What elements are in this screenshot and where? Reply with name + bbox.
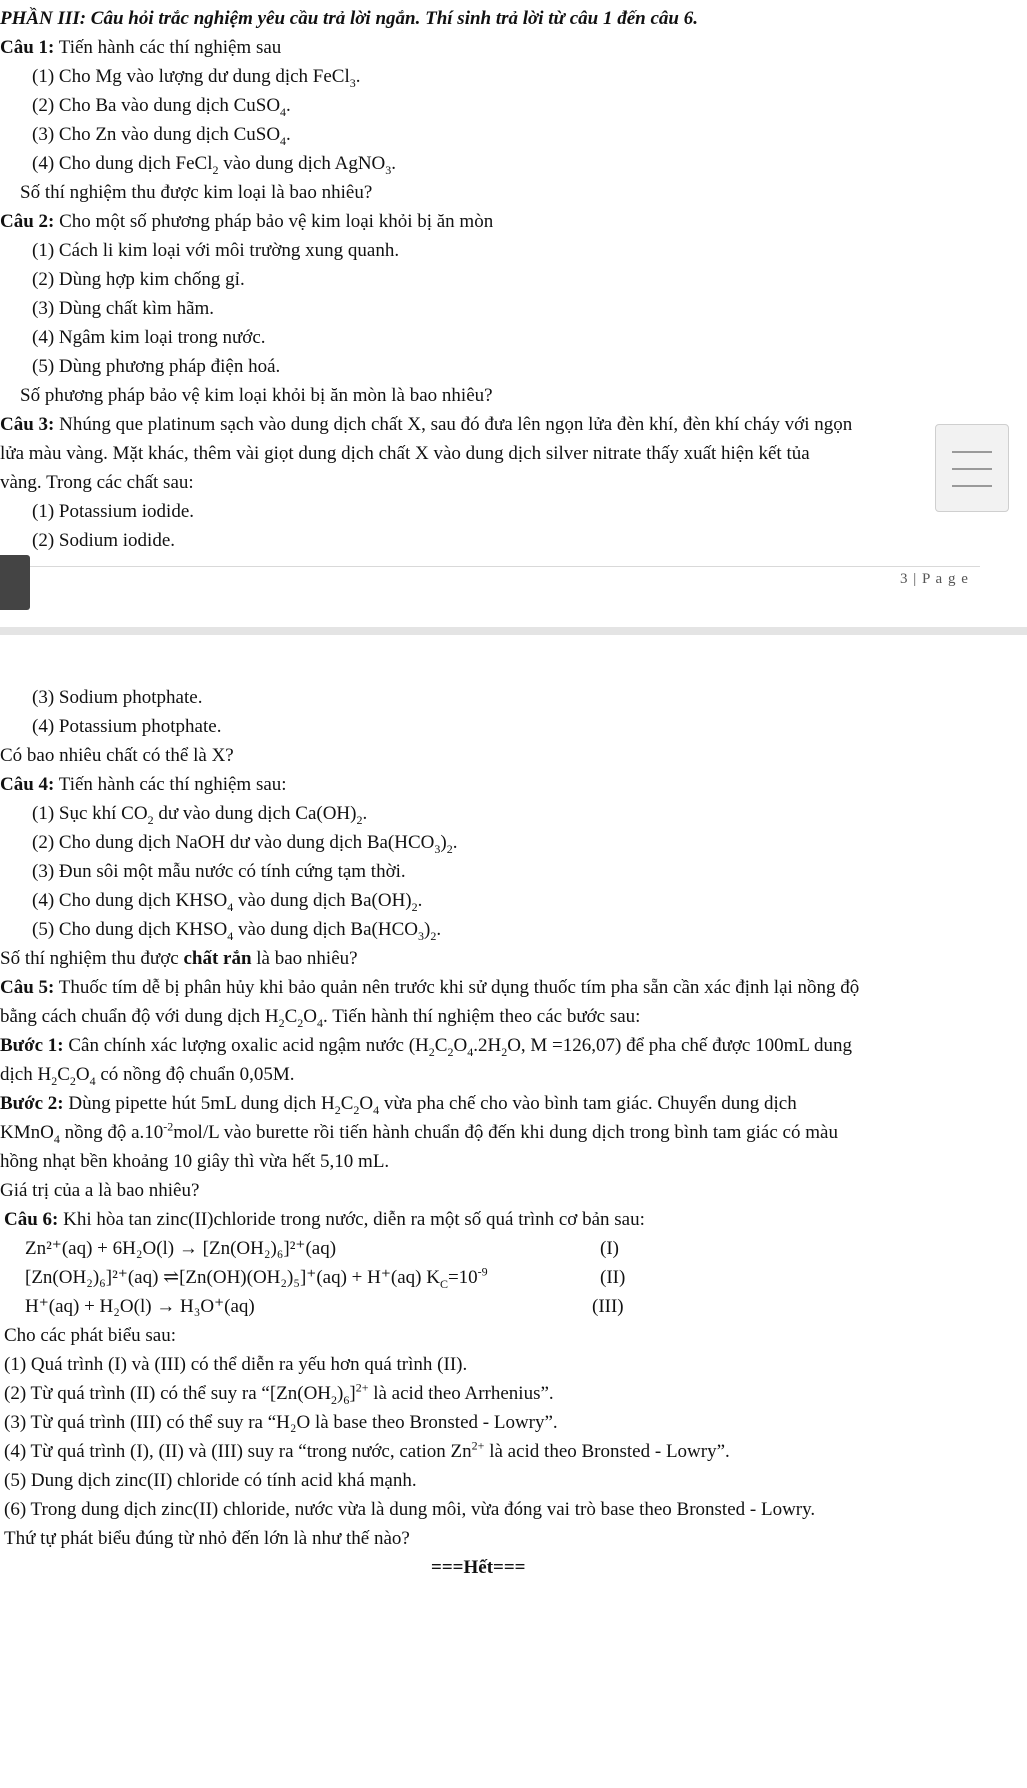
q3-item: (2) Sodium iodide. xyxy=(32,530,176,551)
q1-label: Câu 1: xyxy=(0,37,55,58)
text: .2H xyxy=(473,1035,502,1056)
question-5 xyxy=(0,977,859,999)
question-6 xyxy=(4,1209,645,1231)
q3-question: Có bao nhiêu chất có thể là X? xyxy=(0,745,234,766)
subscript: 2 xyxy=(147,812,154,827)
text: Dùng pipette hút 5mL dung dịch H xyxy=(63,1093,335,1114)
text: Số thí nghiệm thu được xyxy=(0,948,184,969)
q4-item xyxy=(32,832,457,854)
q5-question: Giá trị của a là bao nhiêu? xyxy=(0,1180,200,1201)
text: vào dung dịch Ba(OH) xyxy=(233,890,412,911)
superscript: 2+ xyxy=(471,1438,485,1453)
q4-label: Câu 4: xyxy=(0,774,55,795)
text: bằng cách chuẩn độ với dung dịch H xyxy=(0,1006,279,1027)
subscript: 2 xyxy=(430,928,437,943)
q1-item-text: (1) Cho Mg vào lượng dư dung dịch FeCl xyxy=(32,66,350,87)
q1-item: (1) Cho Mg vào lượng dư dung dịch FeCl$_3$. xyxy=(32,66,361,90)
q4-item: (3) Đun sôi một mẫu nước có tính cứng tạm thời. xyxy=(32,861,406,882)
q1-item: (3) Cho Zn vào dung dịch CuSO$_4$. xyxy=(32,124,291,148)
q4-item xyxy=(32,919,441,941)
subscript: 4 xyxy=(280,104,287,119)
footer-rule xyxy=(30,566,980,567)
text: (2) Cho dung dịch NaOH dư vào dung dịch Ba(HCO xyxy=(32,832,435,853)
text: O xyxy=(75,1064,90,1085)
subscript: C xyxy=(439,1276,448,1291)
subscript: 2 xyxy=(51,1073,58,1088)
q3-item: (1) Potassium iodide. xyxy=(32,501,195,522)
equation-1: Zn²⁺(aq) + 6H₂O(l) → [Zn(OH₂)₆]²⁺(aq) xyxy=(25,1238,337,1259)
text: C xyxy=(340,1093,354,1114)
text: ) xyxy=(440,832,447,853)
text: (2) Từ quá trình (II) có thể suy ra “[Zn(OH xyxy=(4,1383,332,1404)
q4-text: Tiến hành các thí nghiệm sau: xyxy=(54,774,287,795)
q5-line1: Thuốc tím dễ bị phân hủy khi bảo quản nên trước khi sử dụng thuốc tím pha sẵn cần xác định lại nồng độ xyxy=(54,977,860,998)
text: C xyxy=(57,1064,70,1085)
text: C xyxy=(284,1006,298,1027)
text: dịch H xyxy=(0,1064,52,1085)
q6-statement: (3) Từ quá trình (III) có thể suy ra “H₂O là base theo Bronsted - Lowry”. xyxy=(4,1412,558,1433)
text: nồng độ a.10 xyxy=(59,1122,164,1143)
text: Cân chính xác lượng oxalic acid ngậm nước (H xyxy=(63,1035,429,1056)
q5-step1-cont xyxy=(0,1064,295,1086)
subscript: 3 xyxy=(434,841,441,856)
subscript: 2 xyxy=(278,1015,285,1030)
q1-item: (2) Cho Ba vào dung dịch CuSO$_4$. xyxy=(32,95,291,119)
text: . Tiến hành thí nghiệm theo các bước sau: xyxy=(323,1006,641,1027)
q1-text: Tiến hành các thí nghiệm sau xyxy=(54,37,282,58)
superscript: -9 xyxy=(477,1264,488,1279)
superscript: -2 xyxy=(163,1119,174,1134)
text: [Zn(OH₂)₆]²⁺(aq) ⇌[Zn(OH)(OH₂)₅]⁺(aq) + H⁺(aq) K xyxy=(25,1267,440,1288)
equation-2-number: (II) xyxy=(600,1267,626,1288)
subscript: 2 xyxy=(501,1044,508,1059)
text: là acid theo Arrhenius”. xyxy=(368,1383,554,1404)
text: O xyxy=(303,1006,318,1027)
q2-item: (4) Ngâm kim loại trong nước. xyxy=(32,327,266,348)
q6-statement xyxy=(4,1438,730,1463)
q2-item: (1) Cách li kim loại với môi trường xung quanh. xyxy=(32,240,400,261)
text: ] xyxy=(349,1383,356,1404)
q4-item xyxy=(32,890,422,912)
menu-icon xyxy=(952,485,992,487)
q3-line2: lửa màu vàng. Mặt khác, thêm vài giọt dung dịch chất X vào dung dịch silver nitrate thấy xuất hiện kết tủa xyxy=(0,443,810,464)
q1-item: (4) Cho dung dịch FeCl$_2$ vào dung dịch AgNO$_3$. xyxy=(32,153,397,177)
equation-1-number: (I) xyxy=(600,1238,619,1259)
subscript: 2 xyxy=(331,1392,338,1407)
subscript: 2 xyxy=(69,1073,76,1088)
subscript: 2 xyxy=(212,162,219,177)
equation-2 xyxy=(25,1264,488,1291)
text: là bao nhiêu? xyxy=(251,948,358,969)
section-header: PHẦN III: Câu hỏi trắc nghiệm yêu cầu trả lời ngắn. Thí sinh trả lời từ câu 1 đến câu 6. xyxy=(0,8,698,29)
text: chất rắn xyxy=(183,948,252,969)
subscript: 4 xyxy=(53,1131,60,1146)
text: =10 xyxy=(447,1267,478,1288)
q1-item-text: (4) Cho dung dịch FeCl xyxy=(32,153,213,174)
q5-step2-cont: hồng nhạt bền khoảng 10 giây thì vừa hết 5,10 mL. xyxy=(0,1151,390,1172)
q3-line1: Nhúng que platinum sạch vào dung dịch chất X, sau đó đưa lên ngọn lửa đèn khí, đèn khí cháy với ngọn xyxy=(54,414,853,435)
subscript: 3 xyxy=(349,75,356,90)
q2-question: Số phương pháp bảo vệ kim loại khỏi bị ăn mòn là bao nhiêu? xyxy=(20,385,493,406)
q3-label: Câu 3: xyxy=(0,414,55,435)
menu-icon xyxy=(952,451,992,453)
q5-label: Câu 5: xyxy=(0,977,55,998)
subscript: 2 xyxy=(446,841,453,856)
q1-item-text: vào dung dịch AgNO xyxy=(223,153,386,174)
q6-statement xyxy=(4,1380,554,1407)
q6-intro: Cho các phát biểu sau: xyxy=(4,1325,177,1346)
q5-step2-cont xyxy=(0,1119,838,1146)
text: (1) Sục khí CO xyxy=(32,803,148,824)
page-number: 3 | P a g e xyxy=(900,571,969,587)
page-divider xyxy=(0,627,1027,635)
text: vừa pha chế cho vào bình tam giác. Chuyển dung dịch xyxy=(379,1093,797,1114)
q1-item-text: (2) Cho Ba vào dung dịch CuSO xyxy=(32,95,281,116)
text: . xyxy=(452,832,458,853)
q6-text: Khi hòa tan zinc(II)chloride trong nước, diễn ra một số quá trình cơ bản sau: xyxy=(58,1209,645,1230)
text: ) xyxy=(423,919,431,940)
equation-3-number: (III) xyxy=(592,1296,624,1317)
text: có nồng độ chuẩn 0,05M. xyxy=(95,1064,295,1085)
q5-step2 xyxy=(0,1093,797,1115)
subscript: 2 xyxy=(428,1044,435,1059)
text: (4) Cho dung dịch KHSO xyxy=(32,890,228,911)
menu-icon xyxy=(952,468,992,470)
superscript: 2+ xyxy=(355,1380,369,1395)
q4-question xyxy=(0,948,358,970)
subscript: 4 xyxy=(227,928,234,943)
text: . xyxy=(417,890,423,911)
text: mol/L vào burette rồi tiến hành chuẩn độ đến khi dung dịch trong bình tam giác có màu xyxy=(173,1122,838,1143)
q1-item-text: (3) Cho Zn vào dung dịch CuSO xyxy=(32,124,281,145)
q4-item xyxy=(32,803,367,825)
text: C xyxy=(434,1035,448,1056)
q2-text: Cho một số phương pháp bảo vệ kim loại khỏi bị ăn mòn xyxy=(54,211,494,232)
q3-item: (3) Sodium photphate. xyxy=(32,687,203,708)
subscript: 4 xyxy=(280,133,287,148)
text: O xyxy=(453,1035,468,1056)
text: . xyxy=(362,803,368,824)
side-tab[interactable] xyxy=(0,555,30,610)
text: là acid theo Bronsted - Lowry”. xyxy=(484,1441,730,1462)
q2-label: Câu 2: xyxy=(0,211,55,232)
subscript: 4 xyxy=(227,899,234,914)
text: Bước 1: xyxy=(0,1035,64,1056)
subscript: 2 xyxy=(411,899,418,914)
subscript: 4 xyxy=(89,1073,96,1088)
subscript: 2 xyxy=(356,812,363,827)
text: vào dung dịch Ba(HCO xyxy=(233,919,418,940)
q2-item: (2) Dùng hợp kim chống gỉ. xyxy=(32,269,245,290)
subscript: 2 xyxy=(334,1102,341,1117)
text: . xyxy=(436,919,442,940)
q6-label: Câu 6: xyxy=(4,1209,59,1230)
menu-button[interactable] xyxy=(935,424,1009,512)
q1-question: Số thí nghiệm thu được kim loại là bao nhiêu? xyxy=(20,182,373,203)
q6-statement: (5) Dung dịch zinc(II) chloride có tính acid khá mạnh. xyxy=(4,1470,417,1491)
text: (5) Cho dung dịch KHSO xyxy=(32,919,228,940)
text: Bước 2: xyxy=(0,1093,64,1114)
subscript: 2 xyxy=(353,1102,360,1117)
subscript: 3 xyxy=(385,162,392,177)
subscript: 2 xyxy=(447,1044,454,1059)
subscript: 2 xyxy=(297,1015,304,1030)
subscript: 4 xyxy=(317,1015,324,1030)
q3-item: (4) Potassium photphate. xyxy=(32,716,222,737)
subscript: 3 xyxy=(417,928,424,943)
q6-statement: (1) Quá trình (I) và (III) có thể diễn ra yếu hơn quá trình (II). xyxy=(4,1354,468,1375)
q5-line2 xyxy=(0,1006,640,1028)
question-1 xyxy=(0,37,281,59)
text: O xyxy=(359,1093,374,1114)
q2-item: (5) Dùng phương pháp điện hoá. xyxy=(32,356,281,377)
q5-step1 xyxy=(0,1035,852,1057)
q6-question: Thứ tự phát biểu đúng từ nhỏ đến lớn là như thế nào? xyxy=(4,1528,410,1549)
subscript: 4 xyxy=(467,1044,474,1059)
question-4 xyxy=(0,774,287,796)
q2-item: (3) Dùng chất kìm hãm. xyxy=(32,298,215,319)
subscript: 4 xyxy=(373,1102,380,1117)
text: dư vào dung dịch Ca(OH) xyxy=(153,803,357,824)
q6-statement: (6) Trong dung dịch zinc(II) chloride, nước vừa là dung môi, vừa đóng vai trò base theo Bronsted - Lowry. xyxy=(4,1499,816,1520)
subscript: 6 xyxy=(343,1392,350,1407)
question-3 xyxy=(0,414,852,436)
text: ) xyxy=(337,1383,344,1404)
text: (4) Từ quá trình (I), (II) và (III) suy ra “trong nước, cation Zn xyxy=(4,1441,472,1462)
question-2 xyxy=(0,211,493,233)
end-marker: ===Hết=== xyxy=(431,1557,526,1578)
equation-3: H⁺(aq) + H₂O(l) → H₃O⁺(aq) xyxy=(25,1296,255,1317)
text: KMnO xyxy=(0,1122,54,1143)
text: O, M =126,07) để pha chế được 100mL dung xyxy=(507,1035,853,1056)
q3-line3: vàng. Trong các chất sau: xyxy=(0,472,194,493)
